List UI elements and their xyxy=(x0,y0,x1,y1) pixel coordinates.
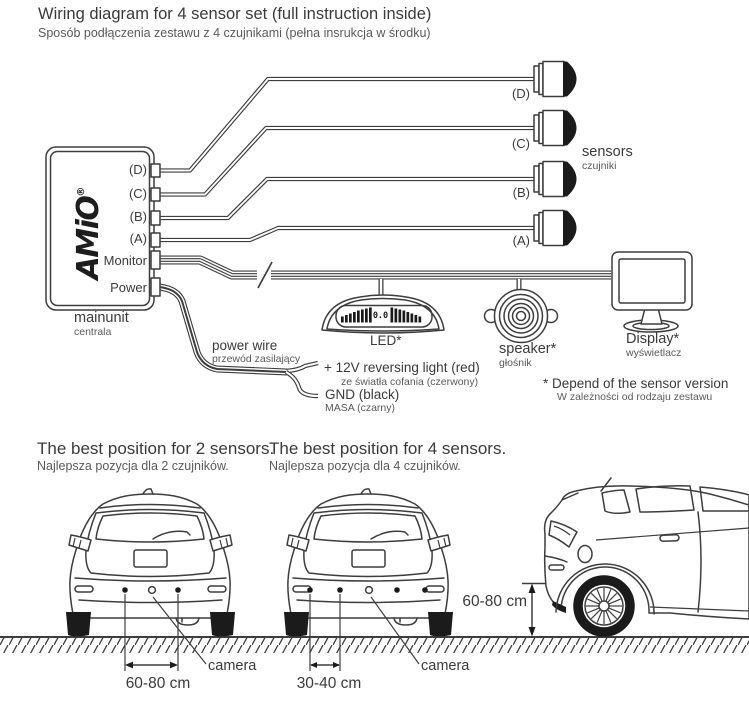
camera-dot xyxy=(366,587,373,594)
port-connector-monitor xyxy=(151,251,160,269)
car-side-view xyxy=(545,478,749,632)
car-rear-2sensors xyxy=(66,489,235,637)
camera-dot xyxy=(149,587,156,594)
sensor-a xyxy=(534,211,577,246)
port-label-a: (A) xyxy=(129,231,147,246)
speaker-shape xyxy=(485,290,558,343)
sensor-dot xyxy=(422,587,428,593)
spacing-2-sensors: 60-80 cm xyxy=(125,675,191,692)
port-connector-c xyxy=(151,188,160,201)
gnd-label-pl: MASA (czarny) xyxy=(325,402,396,414)
fuel-cap xyxy=(578,546,592,563)
monitor-wire xyxy=(159,260,611,288)
sensor-dot xyxy=(337,587,343,593)
display-label-pl: wyświetlacz xyxy=(626,347,682,359)
port-connector-a xyxy=(151,233,160,247)
reversing-light-label: + 12V reversing light (red) xyxy=(324,360,480,375)
sensor-label-d: (D) xyxy=(511,86,530,101)
spacing-4-sensors: 30-40 cm xyxy=(296,675,362,692)
car-rear-4sensors xyxy=(284,489,453,637)
door-handle xyxy=(660,535,679,542)
ground xyxy=(0,637,749,653)
sensor-d xyxy=(534,62,577,97)
port-connector-d xyxy=(151,164,160,177)
camera-label-2: camera xyxy=(208,658,257,674)
sensors-label-pl: czujniki xyxy=(582,160,617,172)
sensors-label: sensors xyxy=(582,144,633,160)
sensor-wires xyxy=(159,79,534,240)
sensor-height-dim: 60-80 cm xyxy=(462,593,527,610)
sensor-dot xyxy=(307,587,313,593)
section-4-title: The best position for 4 sensors. xyxy=(269,439,507,458)
sensor-dot xyxy=(175,587,181,593)
display-label: Display* xyxy=(626,331,680,347)
display-shape xyxy=(612,252,692,332)
power-wire-label-pl: przewód zasilający xyxy=(212,353,301,365)
footnote-pl: W zależności od rodzaju zestawu xyxy=(557,391,713,403)
section-2-subtitle: Najlepsza pozycja dla 2 czujników. xyxy=(37,459,229,473)
mainunit-label-pl: centrala xyxy=(74,326,112,338)
sensor-dot xyxy=(122,587,128,593)
sensor-b xyxy=(534,162,577,197)
led-label: LED* xyxy=(370,333,402,348)
led-readout: 0.0 xyxy=(372,311,389,321)
speaker-label: speaker* xyxy=(499,341,557,357)
mainunit-label: mainunit xyxy=(74,310,129,326)
sensor-label-b: (B) xyxy=(512,185,530,200)
amio-logo: AMiO® xyxy=(71,186,106,280)
port-label-b: (B) xyxy=(129,209,147,224)
reversing-light-label-pl: ze światła cofania (czerwony) xyxy=(341,376,479,388)
gnd-label: GND (black) xyxy=(325,387,400,402)
power-wire-label: power wire xyxy=(212,338,278,353)
sensor-label-a: (A) xyxy=(512,233,530,248)
port-label-d: (D) xyxy=(128,162,147,177)
sensor-dot xyxy=(394,587,400,593)
port-label-c: (C) xyxy=(128,186,147,201)
footnote: * Depend of the sensor version xyxy=(543,376,729,391)
port-label-monitor: Monitor xyxy=(103,253,147,268)
sensor-label-c: (C) xyxy=(511,136,530,151)
port-connector-b xyxy=(151,211,160,225)
page-subtitle: Sposób podłączenia zestawu z 4 czujnikami (pełna insrukcja w środku) xyxy=(38,26,431,40)
port-connector-power xyxy=(151,278,160,296)
sensor-shapes xyxy=(534,62,577,246)
port-label-power: Power xyxy=(110,280,147,295)
camera-label-4: camera xyxy=(421,658,470,674)
speaker-label-pl: głośnik xyxy=(499,357,532,369)
section-4-subtitle: Najlepsza pozycja dla 4 czujników. xyxy=(269,459,461,473)
section-2-title: The best position for 2 sensors. xyxy=(37,439,275,458)
page-title: Wiring diagram for 4 sensor set (full instruction inside) xyxy=(38,5,432,23)
sensor-c xyxy=(534,111,577,146)
accessory-branches xyxy=(381,279,519,297)
